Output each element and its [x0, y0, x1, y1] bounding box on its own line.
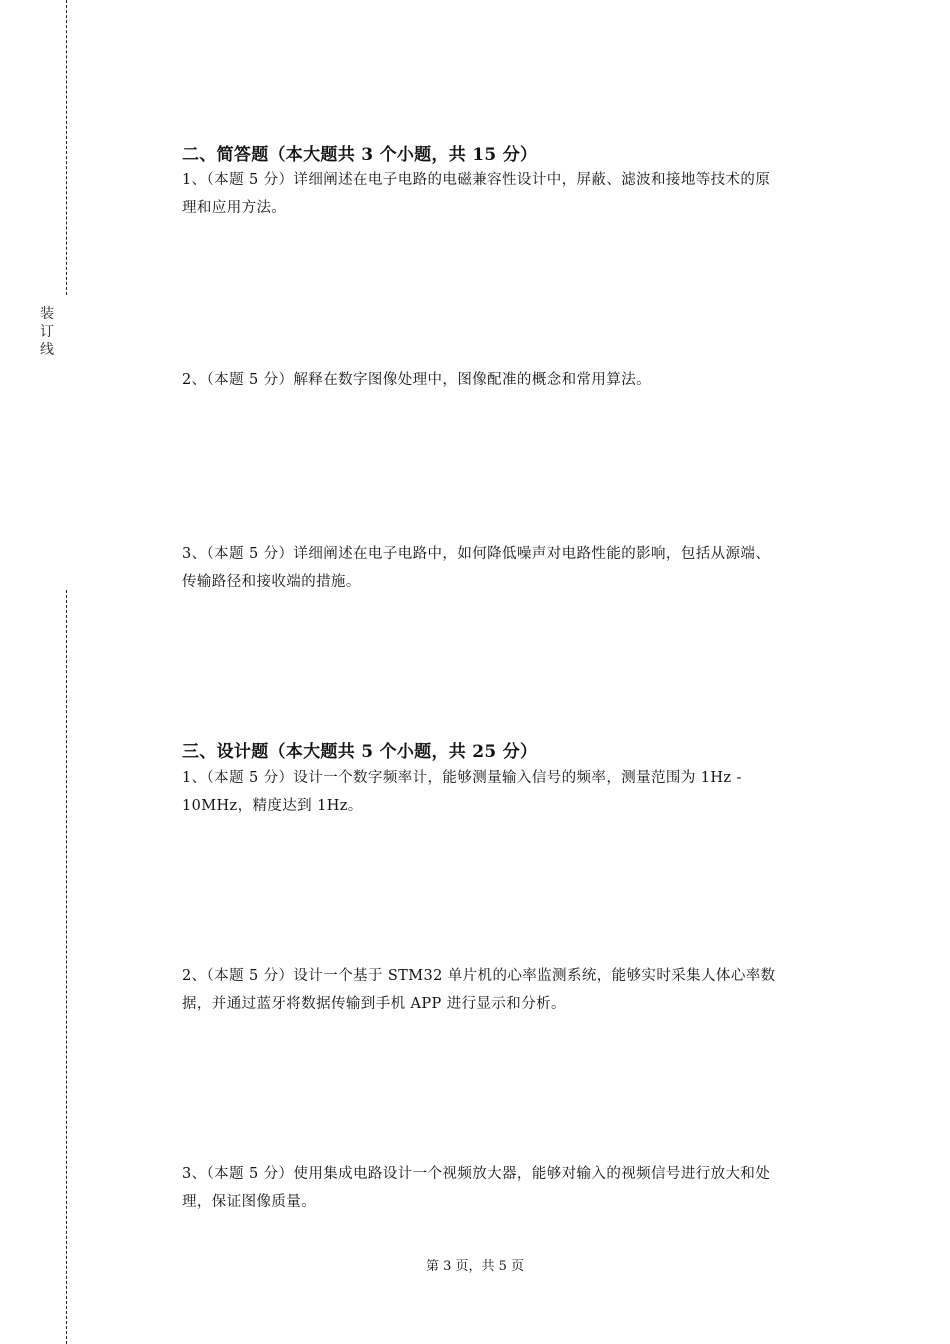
- question-line: 1、（本题 5 分）详细阐述在电子电路的电磁兼容性设计中，屏蔽、滤波和接地等技术的原: [182, 172, 771, 188]
- question-short-answer-1: [182, 166, 838, 222]
- question-line: 10MHz，精度达到 1Hz。: [182, 798, 363, 814]
- question-line: 2、（本题 5 分）解释在数字图像处理中，图像配准的概念和常用算法。: [182, 372, 652, 388]
- page-number-footer: 第 3 页，共 5 页: [425, 1259, 525, 1274]
- binding-dashed-line-bottom: [66, 590, 67, 1344]
- binding-char: 订: [40, 324, 54, 340]
- question-design-3: [182, 1160, 838, 1216]
- section-title-design: 三、设计题（本大题共 5 个小题，共 25 分）: [182, 742, 538, 762]
- question-design-2: [182, 962, 838, 1018]
- question-line: 1、（本题 5 分）设计一个数字频率计，能够测量输入信号的频率，测量范围为 1Hz -: [182, 770, 742, 786]
- question-line: 传输路径和接收端的措施。: [182, 574, 361, 590]
- binding-label: [38, 305, 56, 359]
- question-line: 3、（本题 5 分）使用集成电路设计一个视频放大器，能够对输入的视频信号进行放大和处: [182, 1166, 771, 1182]
- binding-char: 装: [40, 306, 54, 322]
- question-line: 据，并通过蓝牙将数据传输到手机 APP 进行显示和分析。: [182, 996, 566, 1012]
- binding-dashed-line-top: [66, 0, 67, 295]
- question-design-1: [182, 764, 838, 820]
- question-short-answer-2: [182, 366, 838, 394]
- question-line: 理，保证图像质量。: [182, 1194, 317, 1210]
- question-short-answer-3: [182, 540, 838, 596]
- section-title-short-answer: 二、简答题（本大题共 3 个小题，共 15 分）: [182, 145, 538, 165]
- question-line: 理和应用方法。: [182, 200, 287, 216]
- question-line: 3、（本题 5 分）详细阐述在电子电路中，如何降低噪声对电路性能的影响，包括从源端、: [182, 546, 771, 562]
- binding-char: 线: [40, 342, 54, 358]
- question-line: 2、（本题 5 分）设计一个基于 STM32 单片机的心率监测系统，能够实时采集人体心率数: [182, 968, 776, 984]
